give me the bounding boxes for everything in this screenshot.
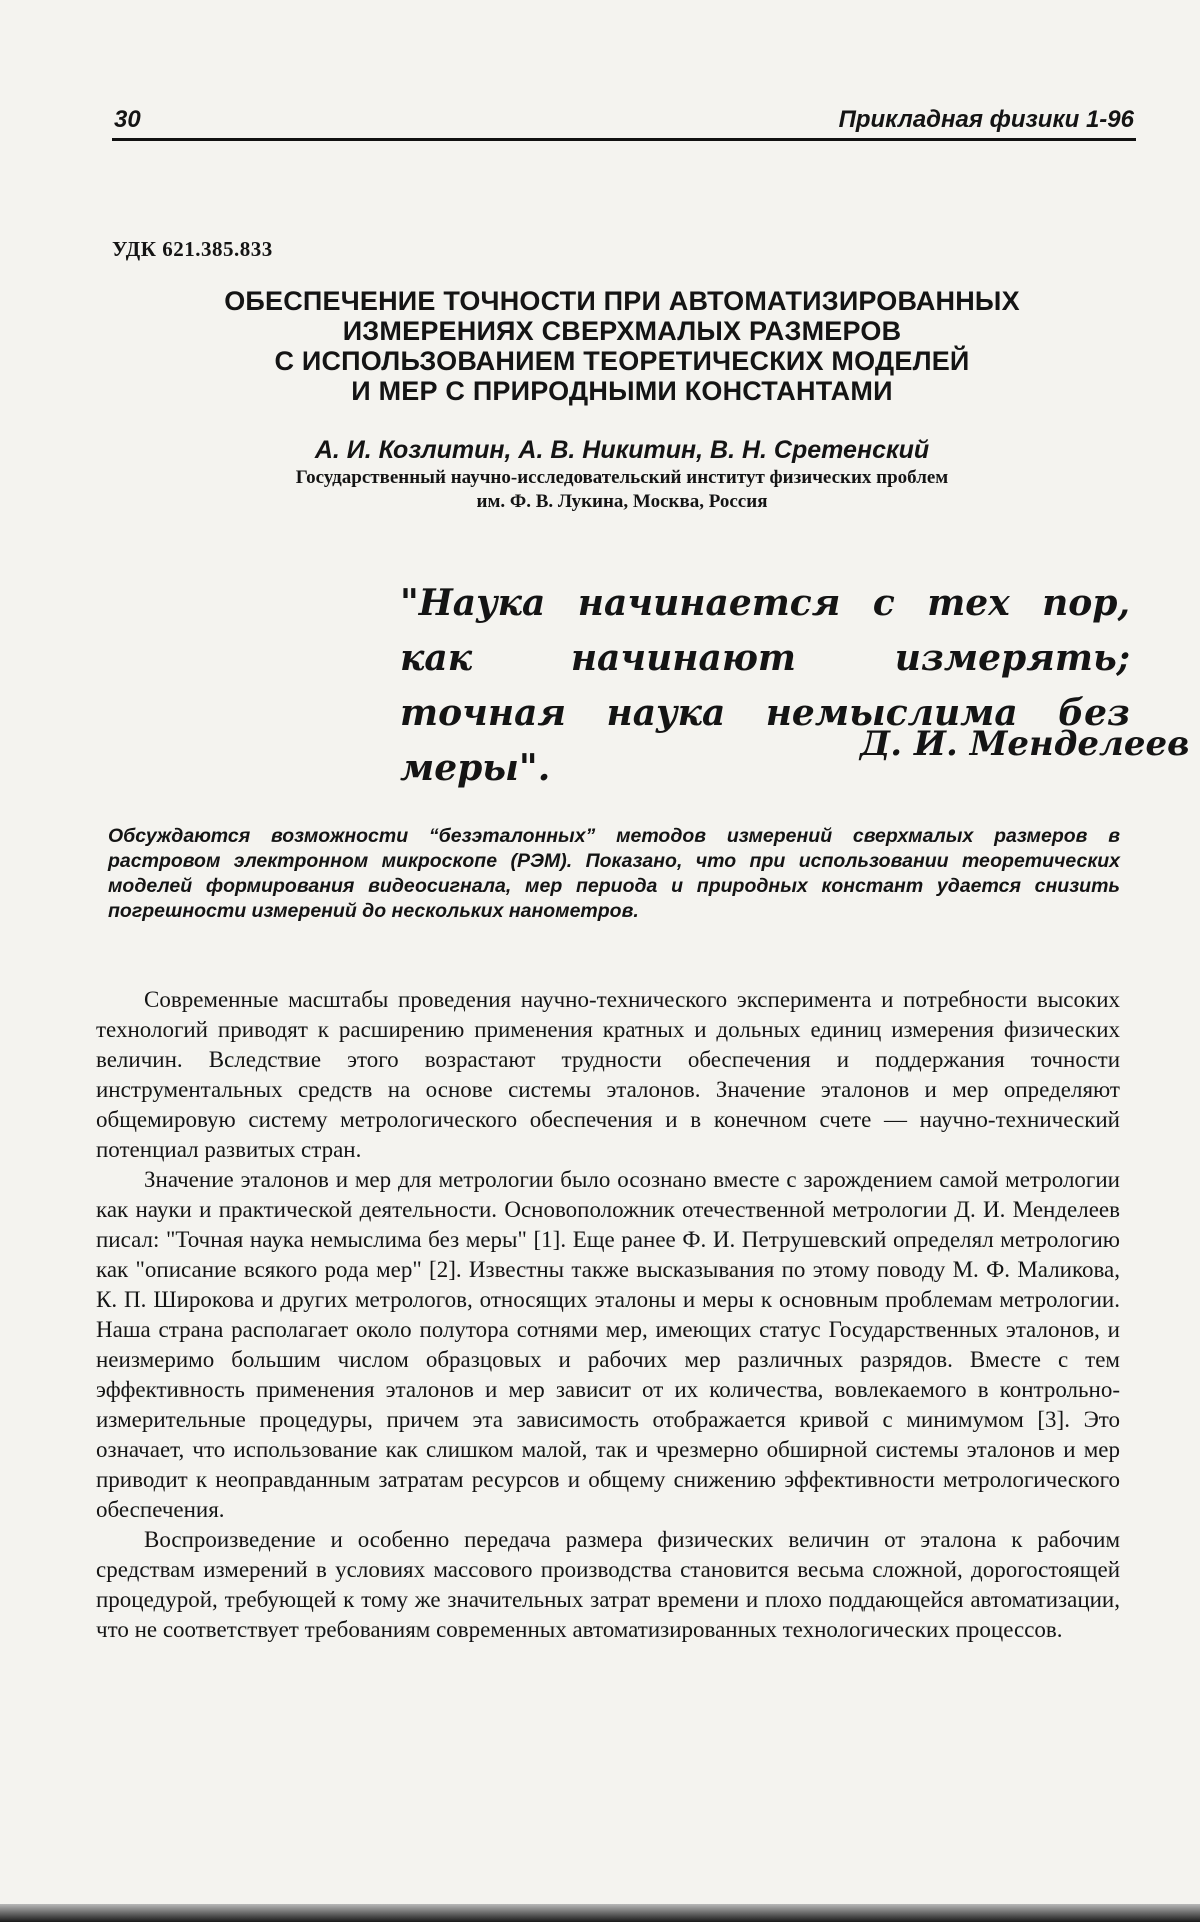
epigraph-quote: "Наука начинается с тех пор, как начинают измерять; точная наука немыслима без меры". — [400, 582, 1130, 789]
abstract: Обсуждаются возможности “безэталонных” методов измерений сверхмалых размеров в растровом электронном микроскопе (РЭМ). Показано, что при использовании теоретических моделей формирования видеосигнала, мер периода и природных констант удается снизить погрешности измерений до нескольких нанометров. — [108, 825, 1120, 922]
title-line: ИЗМЕРЕНИЯХ СВЕРХМАЛЫХ РАЗМЕРОВ — [342, 316, 902, 346]
title-line: С ИСПОЛЬЗОВАНИЕМ ТЕОРЕТИЧЕСКИХ МОДЕЛЕЙ — [274, 346, 970, 376]
affiliation — [112, 466, 1132, 514]
title-line: И МЕР С ПРИРОДНЫМИ КОНСТАНТАМИ — [351, 376, 893, 406]
udk-code: УДК 621.385.833 — [112, 237, 273, 261]
paragraph: Воспроизведение и особенно передача размера физических величин от эталона к рабочим средствам измерений в условиях массового производства становится весьма сложной, дорогостоящей процедурой, требующей к тому же значительных затрат времени и плохо поддающейся автоматизации, что не соответствует требованиям современных автоматизированных технологических процессов. — [96, 1527, 1120, 1642]
title-line: ОБЕСПЕЧЕНИЕ ТОЧНОСТИ ПРИ АВТОМАТИЗИРОВАННЫХ — [224, 286, 1020, 316]
page-number: 30 — [114, 106, 141, 133]
paragraph: Значение эталонов и мер для метрологии было осознано вместе с зарождением самой метрологии как науки и практической деятельности. Основоположник отечественной метрологии Д. И. Менделеев писал: "Точная наука немыслима без меры" [1]. Еще ранее Ф. И. Петрушевский определял метрологию как "описание всякого рода мер" [2]. Известны также высказывания по этому поводу М. Ф. Маликова, К. П. Широкова и других метрологов, относящих эталоны и меры к основным проблемам метрологии. Наша страна располагает около полутора сотнями мер, имеющих статус Государственных эталонов, и неизмеримо большим числом образцовых и рабочих мер различных разрядов. Вместе с тем эффективность применения эталонов и мер зависит от их количества, вовлекаемого в контрольно-измерительные процедуры, причем эта зависимость отображается кривой с минимумом [3]. Это означает, что использование как слишком малой, так и чрезмерно обширной системы эталонов и мер приводит к неоправданным затратам ресурсов и общему снижению эффективности метрологического обеспечения. — [96, 1167, 1120, 1522]
paragraph: Современные масштабы проведения научно-технического эксперимента и потребности высоких технологий приводят к расширению применения кратных и дольных единиц измерения физических величин. Вследствие этого возрастают трудности обеспечения и поддержания точности инструментальных средств на основе системы эталонов. Значение эталонов и мер определяют общемировую систему метрологического обеспечения и в конечном счете — научно-технический потенциал развитых стран. — [96, 987, 1120, 1162]
affiliation-line: Государственный научно-исследовательский институт физических проблем — [295, 467, 949, 488]
epigraph-author: Д. И. Менделеев — [860, 724, 1190, 764]
scan-edge-shadow — [0, 1904, 1200, 1922]
article-title — [112, 286, 1132, 406]
journal-title: Прикладная физики 1-96 — [838, 106, 1134, 133]
running-header — [112, 104, 1136, 141]
affiliation-line: им. Ф. В. Лукина, Москва, Россия — [476, 491, 768, 512]
authors: А. И. Козлитин, А. В. Никитин, В. Н. Сретенский — [314, 436, 930, 464]
body-text — [96, 985, 1120, 1645]
